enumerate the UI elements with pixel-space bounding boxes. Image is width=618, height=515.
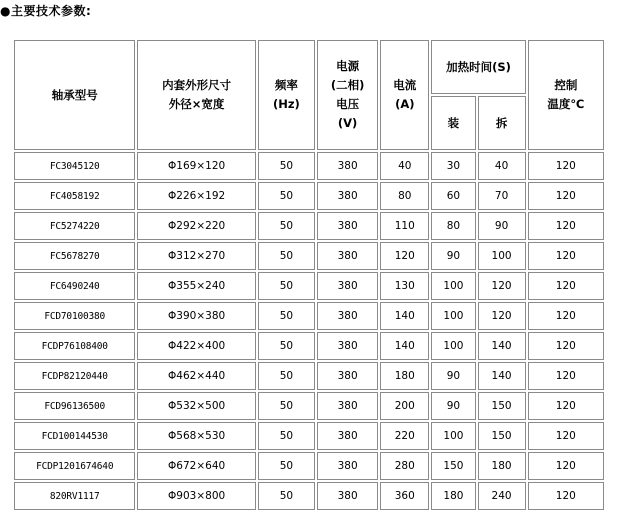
- cell-freq: 50: [258, 212, 315, 240]
- header-remove: 拆: [478, 96, 526, 150]
- header-frequency-line: (Hz): [272, 97, 300, 111]
- cell-amp: 120: [380, 242, 429, 270]
- cell-remove: 90: [478, 212, 526, 240]
- header-voltage-line: (二相): [330, 78, 365, 92]
- cell-remove: 140: [478, 332, 526, 360]
- header-voltage-line: (V): [337, 116, 358, 130]
- cell-remove: 240: [478, 482, 526, 510]
- cell-freq: 50: [258, 332, 315, 360]
- cell-temp: 120: [528, 482, 604, 510]
- header-model: 轴承型号: [14, 40, 135, 150]
- cell-amp: 220: [380, 422, 429, 450]
- spec-table: [12, 38, 606, 512]
- table-row: [14, 242, 604, 270]
- cell-volt: 380: [317, 152, 378, 180]
- cell-install: 100: [431, 332, 475, 360]
- cell-volt: 380: [317, 392, 378, 420]
- cell-remove: 150: [478, 422, 526, 450]
- header-current-line: (A): [395, 97, 415, 111]
- page-title: ●主要技术参数:: [0, 4, 92, 18]
- cell-volt: 380: [317, 362, 378, 390]
- cell-install: 150: [431, 452, 475, 480]
- header-frequency-line: 频率: [274, 78, 298, 92]
- cell-volt: 380: [317, 302, 378, 330]
- cell-amp: 140: [380, 332, 429, 360]
- cell-amp: 110: [380, 212, 429, 240]
- cell-remove: 150: [478, 392, 526, 420]
- table-row: [14, 302, 604, 330]
- cell-temp: 120: [528, 212, 604, 240]
- cell-amp: 360: [380, 482, 429, 510]
- header-voltage: [317, 40, 378, 150]
- header-control-temp: [528, 40, 604, 150]
- table-row: [14, 212, 604, 240]
- cell-remove: 140: [478, 362, 526, 390]
- header-heating-time: 加热时间(S): [431, 40, 525, 94]
- cell-freq: 50: [258, 242, 315, 270]
- cell-amp: 200: [380, 392, 429, 420]
- cell-volt: 380: [317, 212, 378, 240]
- cell-freq: 50: [258, 452, 315, 480]
- cell-model: FCD96136500: [14, 392, 135, 420]
- cell-freq: 50: [258, 392, 315, 420]
- cell-temp: 120: [528, 242, 604, 270]
- cell-freq: 50: [258, 182, 315, 210]
- cell-remove: 70: [478, 182, 526, 210]
- cell-model: FCDP1201674640: [14, 452, 135, 480]
- table-row: [14, 362, 604, 390]
- header-current-line: 电流: [393, 78, 417, 92]
- cell-dim: Φ390×380: [137, 302, 255, 330]
- cell-temp: 120: [528, 182, 604, 210]
- header-frequency: [258, 40, 315, 150]
- cell-temp: 120: [528, 392, 604, 420]
- cell-dim: Φ462×440: [137, 362, 255, 390]
- cell-volt: 380: [317, 332, 378, 360]
- cell-remove: 100: [478, 242, 526, 270]
- cell-freq: 50: [258, 422, 315, 450]
- cell-dim: Φ312×270: [137, 242, 255, 270]
- header-dimension-line: 内套外形尺寸: [162, 78, 232, 92]
- cell-dim: Φ568×530: [137, 422, 255, 450]
- cell-model: FC4058192: [14, 182, 135, 210]
- header-current: [380, 40, 429, 150]
- cell-temp: 120: [528, 362, 604, 390]
- cell-amp: 140: [380, 302, 429, 330]
- table-row: [14, 452, 604, 480]
- cell-install: 90: [431, 362, 475, 390]
- header-control-temp-line: 控制: [554, 78, 578, 92]
- cell-install: 30: [431, 152, 475, 180]
- cell-model: FCDP82120440: [14, 362, 135, 390]
- table-row: [14, 332, 604, 360]
- cell-amp: 180: [380, 362, 429, 390]
- cell-temp: 120: [528, 332, 604, 360]
- cell-model: FC5274220: [14, 212, 135, 240]
- cell-model: 820RV1117: [14, 482, 135, 510]
- cell-install: 90: [431, 392, 475, 420]
- cell-remove: 120: [478, 302, 526, 330]
- cell-amp: 40: [380, 152, 429, 180]
- cell-freq: 50: [258, 482, 315, 510]
- cell-volt: 380: [317, 452, 378, 480]
- cell-freq: 50: [258, 362, 315, 390]
- header-control-temp-line: 温度℃: [547, 97, 585, 111]
- cell-amp: 80: [380, 182, 429, 210]
- table-row: [14, 422, 604, 450]
- cell-volt: 380: [317, 242, 378, 270]
- cell-temp: 120: [528, 302, 604, 330]
- cell-remove: 180: [478, 452, 526, 480]
- cell-model: FC5678270: [14, 242, 135, 270]
- table-row: [14, 482, 604, 510]
- cell-dim: Φ903×800: [137, 482, 255, 510]
- cell-install: 90: [431, 242, 475, 270]
- cell-temp: 120: [528, 452, 604, 480]
- cell-install: 100: [431, 272, 475, 300]
- cell-install: 80: [431, 212, 475, 240]
- table-row: [14, 182, 604, 210]
- cell-freq: 50: [258, 152, 315, 180]
- cell-dim: Φ532×500: [137, 392, 255, 420]
- cell-temp: 120: [528, 422, 604, 450]
- cell-temp: 120: [528, 152, 604, 180]
- cell-dim: Φ226×192: [137, 182, 255, 210]
- cell-remove: 40: [478, 152, 526, 180]
- cell-remove: 120: [478, 272, 526, 300]
- cell-install: 60: [431, 182, 475, 210]
- cell-model: FCD70100380: [14, 302, 135, 330]
- cell-model: FCD100144530: [14, 422, 135, 450]
- cell-amp: 280: [380, 452, 429, 480]
- cell-freq: 50: [258, 272, 315, 300]
- cell-temp: 120: [528, 272, 604, 300]
- header-install: 装: [431, 96, 475, 150]
- cell-dim: Φ355×240: [137, 272, 255, 300]
- cell-model: FC3045120: [14, 152, 135, 180]
- cell-model: FC6490240: [14, 272, 135, 300]
- table-row: [14, 152, 604, 180]
- cell-volt: 380: [317, 272, 378, 300]
- table-row: [14, 272, 604, 300]
- cell-model: FCDP76108400: [14, 332, 135, 360]
- cell-dim: Φ169×120: [137, 152, 255, 180]
- cell-freq: 50: [258, 302, 315, 330]
- cell-amp: 130: [380, 272, 429, 300]
- cell-dim: Φ672×640: [137, 452, 255, 480]
- cell-volt: 380: [317, 482, 378, 510]
- table-row: [14, 392, 604, 420]
- header-dimension: [137, 40, 255, 150]
- header-voltage-line: 电源: [336, 59, 360, 73]
- cell-install: 100: [431, 302, 475, 330]
- header-dimension-line: 外径×宽度: [168, 97, 225, 111]
- cell-volt: 380: [317, 422, 378, 450]
- cell-install: 100: [431, 422, 475, 450]
- cell-dim: Φ292×220: [137, 212, 255, 240]
- cell-volt: 380: [317, 182, 378, 210]
- cell-dim: Φ422×400: [137, 332, 255, 360]
- header-row: [14, 40, 604, 94]
- cell-install: 180: [431, 482, 475, 510]
- header-voltage-line: 电压: [336, 97, 360, 111]
